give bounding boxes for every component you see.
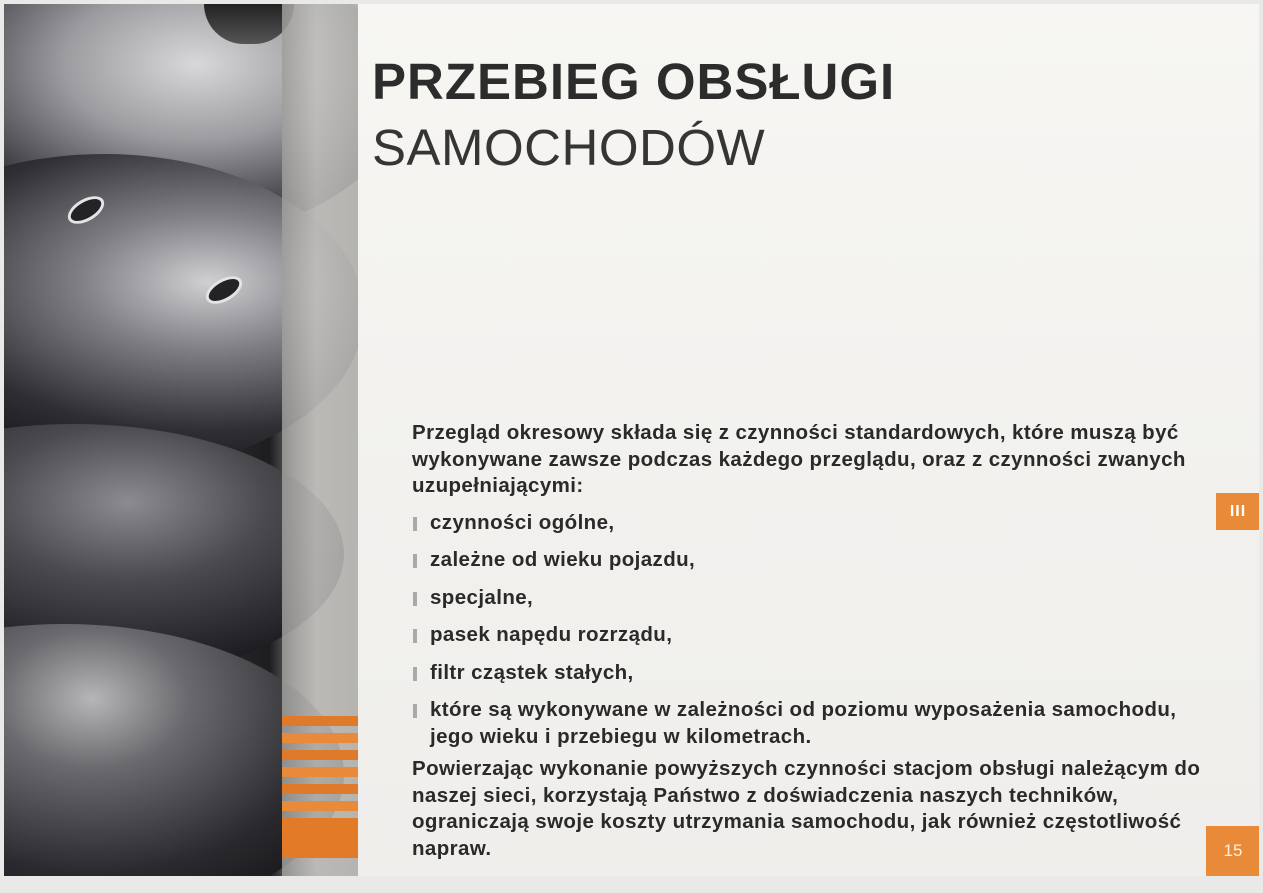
outro-paragraph: Powierzając wykonanie powyższych czynności stacjom obsługi należącym do naszej sieci, korzystają Państwo z doświadczenia naszych techników, ograniczają swoje koszty utrzymania samochodu, jak również częstotliwość napraw. bbox=[412, 757, 1201, 860]
list-item-text: pasek napędu rozrządu, bbox=[430, 623, 673, 646]
list-item bbox=[412, 585, 1222, 612]
list-item-text: czynności ogólne, bbox=[430, 510, 615, 534]
page-subtitle: SAMOCHODÓW bbox=[372, 119, 766, 176]
page-title: PRZEBIEG OBSŁUGI bbox=[372, 53, 896, 110]
list-item bbox=[412, 547, 1222, 574]
list-item-text: które są wykonywane w zależności od poziomu wyposażenia samochodu, jego wieku i przebiegu w kilometrach. bbox=[430, 698, 1177, 748]
body-text bbox=[412, 420, 1222, 862]
manual-page bbox=[4, 4, 1259, 876]
list-item bbox=[412, 510, 1222, 537]
list-item bbox=[412, 697, 1222, 750]
chapter-tab: III bbox=[1216, 493, 1259, 530]
bullet-icon bbox=[413, 704, 417, 718]
list-item bbox=[412, 622, 1222, 649]
list-item-text: zależne od wieku pojazdu, bbox=[430, 548, 696, 571]
list-item-text: filtr cząstek stałych, bbox=[430, 660, 634, 684]
engine-photo bbox=[4, 4, 358, 876]
service-list bbox=[412, 510, 1222, 751]
list-item bbox=[412, 660, 1222, 687]
bullet-icon bbox=[413, 592, 417, 606]
bullet-icon bbox=[413, 667, 417, 681]
orange-stripes-decoration bbox=[282, 716, 358, 876]
bullet-icon bbox=[413, 517, 417, 531]
page-number: 15 bbox=[1206, 826, 1259, 876]
intro-paragraph: Przegląd okresowy składa się z czynności standardowych, które muszą być wykonywane zawsze podczas każdego przeglądu, oraz z czynności zwanych uzupełniającymi: bbox=[412, 421, 1186, 497]
list-item-text: specjalne, bbox=[430, 585, 534, 609]
bullet-icon bbox=[413, 554, 417, 568]
bullet-icon bbox=[413, 629, 417, 643]
